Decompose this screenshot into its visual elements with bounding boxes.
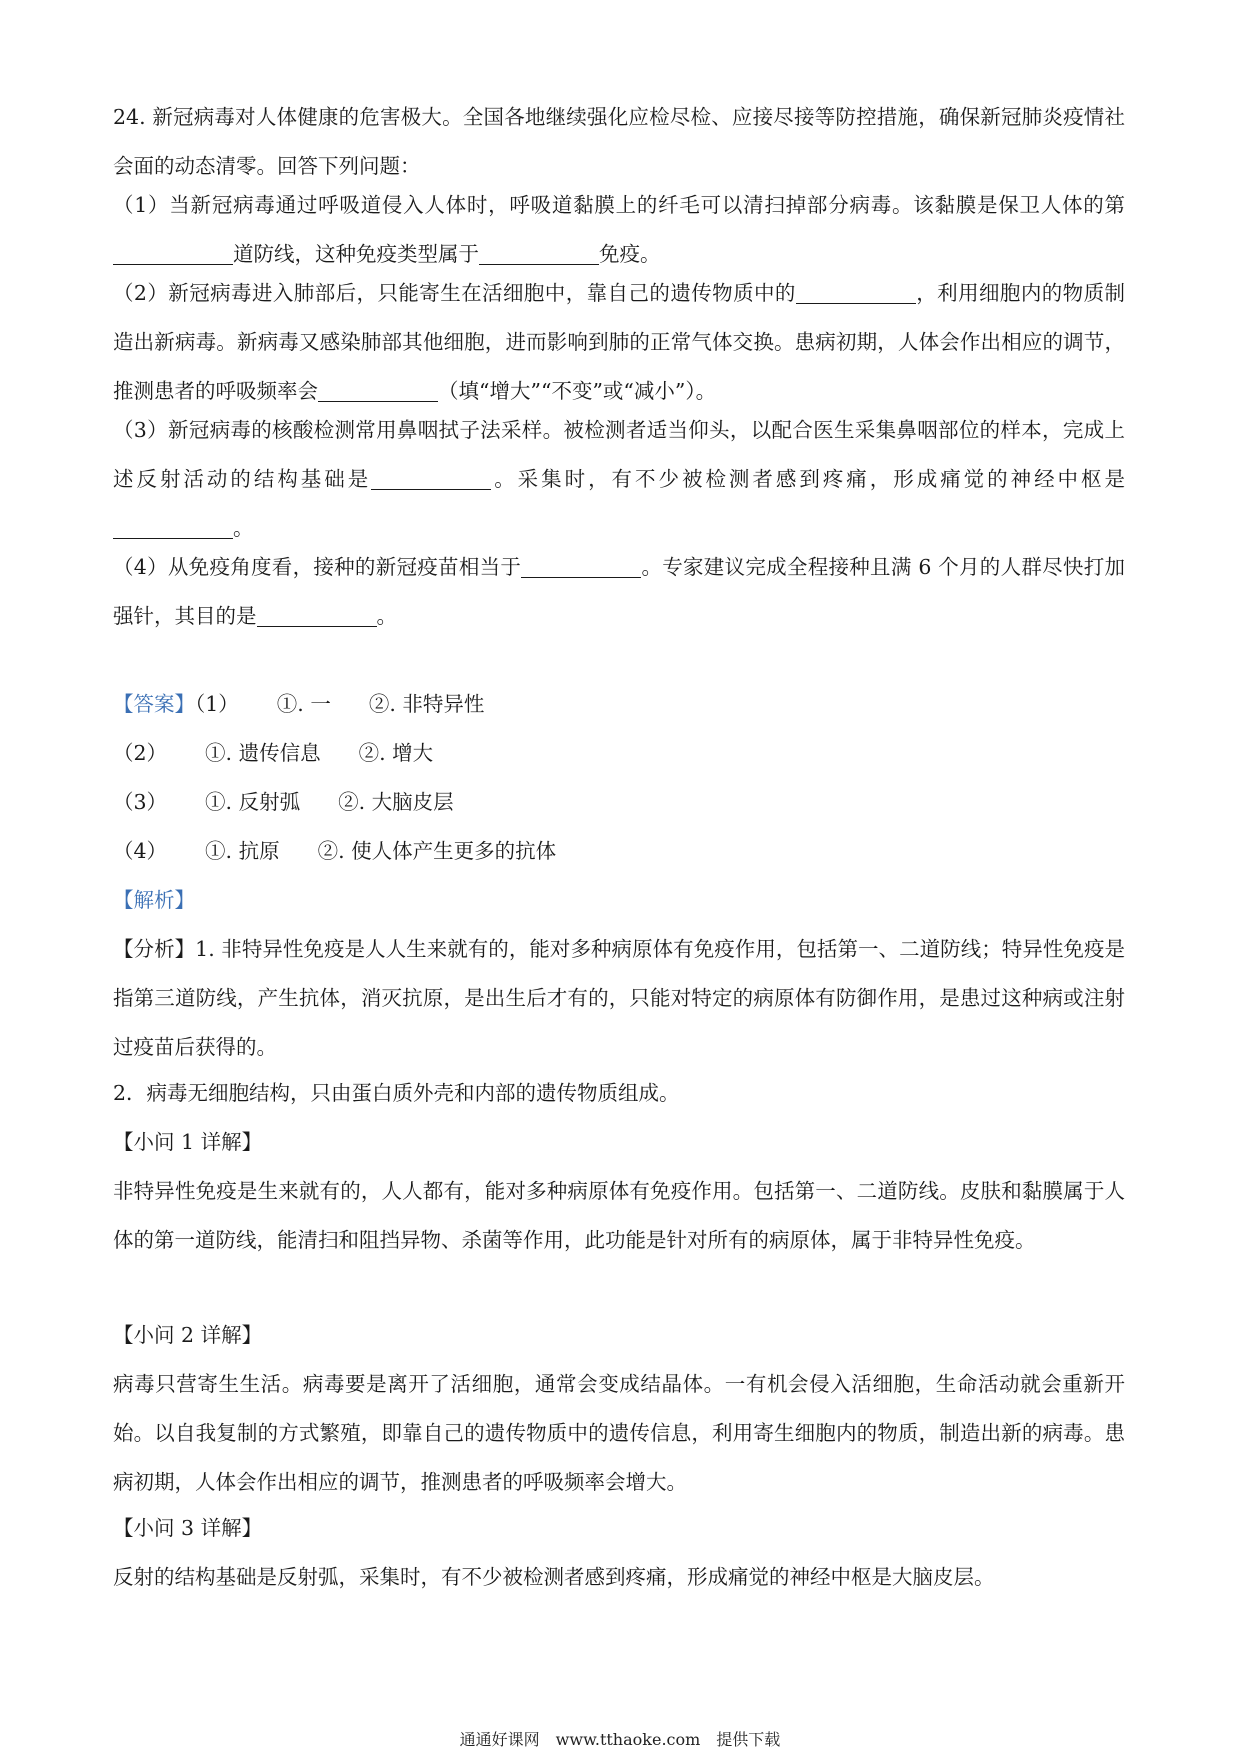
page-footer: 通通好课网 www.tthaoke.com 提供下载 [459, 1730, 781, 1749]
answer-line-4: （4） ①. 抗原 ②. 使人体产生更多的抗体 [113, 839, 557, 863]
question-part-3: （3）新冠病毒的核酸检测常用鼻咽拭子法采样。被检测者适当仰头，以配合医生采集鼻咽部位的样本，完成上述反射活动的结构基础是 。采集时，有不少被检测者感到疼痛，形成痛觉的神经中枢是。 [113, 418, 1126, 540]
sub-question-2-heading: 【小问 2 详解】 [113, 1323, 263, 1347]
sub-question-1-heading: 【小问 1 详解】 [113, 1130, 263, 1154]
answer-label: 【答案】 [113, 692, 195, 716]
question-part-4: （4）从免疫角度看，接种的新冠疫苗相当于 。专家建议完成全程接种且满 6 个月的人群尽快打加强针，其目的是 。 [113, 555, 1125, 628]
answer-blank[interactable] [257, 604, 377, 627]
answer-blank[interactable] [521, 555, 641, 578]
sub-question-2-detail: 病毒只营寄生生活。病毒要是离开了活细胞，通常会变成结晶体。一有机会侵入活细胞，生命活动就会重新开始。以自我复制的方式繁殖，即靠自己的遗传物质中的遗传信息，利用寄生细胞内的物质，制造出新的病毒。患病初期，人体会作出相应的调节，推测患者的呼吸频率会增大。 [113, 1372, 1125, 1494]
analysis-label: 【解析】 [113, 888, 195, 912]
answer-blank[interactable] [796, 281, 916, 304]
analysis-paragraph-2: 2．病毒无细胞结构，只由蛋白质外壳和内部的遗传物质组成。 [113, 1081, 680, 1105]
question-part-1: （1）当新冠病毒通过呼吸道侵入人体时，呼吸道黏膜上的纤毛可以清扫掉部分病毒。该黏膜是保卫人体的第道防线，这种免疫类型属于 免疫。 [113, 193, 1125, 266]
answer-blank[interactable] [318, 379, 438, 402]
question-part-2: （2）新冠病毒进入肺部后，只能寄生在活细胞中，靠自己的遗传物质中的 ，利用细胞内的物质制造出新病毒。新病毒又感染肺部其他细胞，进而影响到肺的正常气体交换。患病初期，人体会作出相应的调节，推测患者的呼吸频率会 （填“增大”“不变”或“减小”）。 [113, 281, 1126, 403]
answer-line-1: 【答案】（1） ①. 一 ②. 非特异性 [113, 692, 485, 716]
question-stem: 24. 新冠病毒对人体健康的危害极大。全国各地继续强化应检尽检、应接尽接等防控措施，确保新冠肺炎疫情社会面的动态清零。回答下列问题： [113, 105, 1125, 178]
answer-blank[interactable] [479, 242, 599, 265]
answer-line-3: （3） ①. 反射弧 ②. 大脑皮层 [113, 790, 454, 814]
sub-question-1-detail: 非特异性免疫是生来就有的，人人都有，能对多种病原体有免疫作用。包括第一、二道防线。皮肤和黏膜属于人体的第一道防线，能清扫和阻挡异物、杀菌等作用，此功能是针对所有的病原体，属于非特异性免疫。 [113, 1179, 1125, 1252]
sub-question-3-heading: 【小问 3 详解】 [113, 1516, 263, 1540]
answer-blank[interactable] [113, 242, 233, 265]
analysis-paragraph-1: 【分析】1. 非特异性免疫是人人生来就有的，能对多种病原体有免疫作用，包括第一、二道防线；特异性免疫是指第三道防线，产生抗体，消灭抗原，是出生后才有的，只能对特定的病原体有防御作用，是患过这种病或注射过疫苗后获得的。 [113, 937, 1125, 1059]
answer-line-2: （2） ①. 遗传信息 ②. 增大 [113, 741, 434, 765]
sub-question-3-detail: 反射的结构基础是反射弧，采集时，有不少被检测者感到疼痛，形成痛觉的神经中枢是大脑皮层。 [113, 1565, 995, 1589]
answer-blank[interactable] [113, 516, 233, 539]
answer-blank[interactable] [371, 467, 491, 490]
